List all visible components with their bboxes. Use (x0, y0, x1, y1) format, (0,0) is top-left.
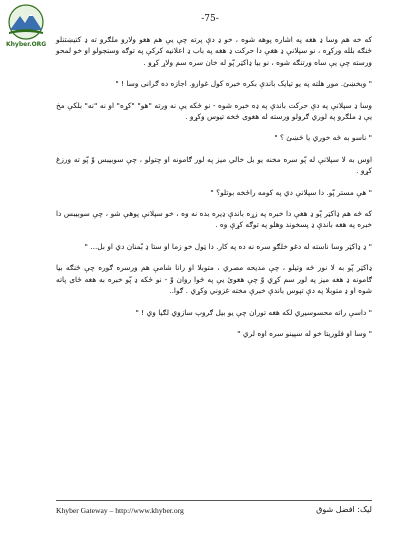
paragraph: " وبخښئ. موږ هلته په یو تیایک باندې بکره خبره کول غوارو. اجازه ده ګرانی وسا ! " (115, 79, 372, 89)
paragraph: ډاکټر پّو به لا نور څه وتیلو ، چې مدیحه مصري ، متوبلا او رانا شامې هم ورسره ګوره چې څنګه بیا ګامونه ډ هغه میز په لور سم کړي وّ چې هغوئ یې په څوا روان وّ - نو ځکه ډ پّو خبره به هغه ځای پاته شوه او ډ متوبلا په دې تپوس باندې خبرې مخته غزوني وکړي . ګوا.. (56, 263, 372, 296)
paragraph: اوس به لا سپلانې له پّو سره مخنه یو بل خالي میز په لور ګامونه او چتولو ، چې سوبیبس وّ پّو ته ورزغ کړو . (56, 154, 372, 176)
paragraph: " ډ ډاکټر وسا ناسته له دغو خلګو سره نه ده په کار. دا ټول خو زما او ستا ډ بّمنان دي او بل... " (84, 241, 372, 251)
paragraph: " داسې راته محسوسیږي لکه هغه توران چې یو بیل ګروپ سازوي لګیا وي ! " (135, 307, 372, 317)
paragraph: وسا ډ سپلانې په دې حرکت باندې په ډه خبره شوه - نو ځکه یې نه ورته "هو" "کړه" او نه "نه" بلکې مخ یې ډ ملګرو په لوري ګرولو ورسته له هغوی څخه تیوس وکړو . (56, 100, 372, 122)
paragraph: که خه هم وسا ډ هغه په اشاره پوهه شوه ، خو ډ دې پرته چې یې هم هغو ولارو ملګرو ته ډ کتیښتنلو ځنګه بلله ورکړه ، نو سپلانې ډ هغې دا حرکت ډ هغه په باب ډ اعلانیه کرکې په توګه وسنجولو او خو لمحو ورسته چې یې ساه ورتنګه شوه ، نو بیا ډاکټر پّو له خان سره سم ولاړ کړو . (56, 35, 372, 67)
paragraph: که څه هم ډاکټر پّو ډ هغې دا خبره په زړه باندې ډیره بده نه وه ، خو سپلانې پوهې شو ، چې سوبیبس دا خبره په هغه باندې ډ پسخوند وهلو په توګه کړې وه . (56, 209, 372, 230)
khyber-logo (6, 4, 46, 52)
article-body (56, 34, 372, 349)
paragraph: " وسا او فلوریتا خو له سپینو سره اوه لري " (237, 328, 372, 338)
footer-author: لیک: افضل شوق (316, 505, 372, 514)
logo-text: Khyber.ORG (6, 41, 47, 48)
page-number: -75- (201, 14, 219, 24)
paragraph: " ناسو به څه خوري یا څښئ ؟ " (274, 133, 372, 143)
footer-website-link[interactable]: Khyber Gateway – http://www.khyber.org (56, 506, 184, 515)
footer-divider (56, 500, 372, 501)
paragraph: " هې مستر پّو. دا سپلانې دي په کومه راځخه بوتلو؟ " (210, 187, 372, 197)
